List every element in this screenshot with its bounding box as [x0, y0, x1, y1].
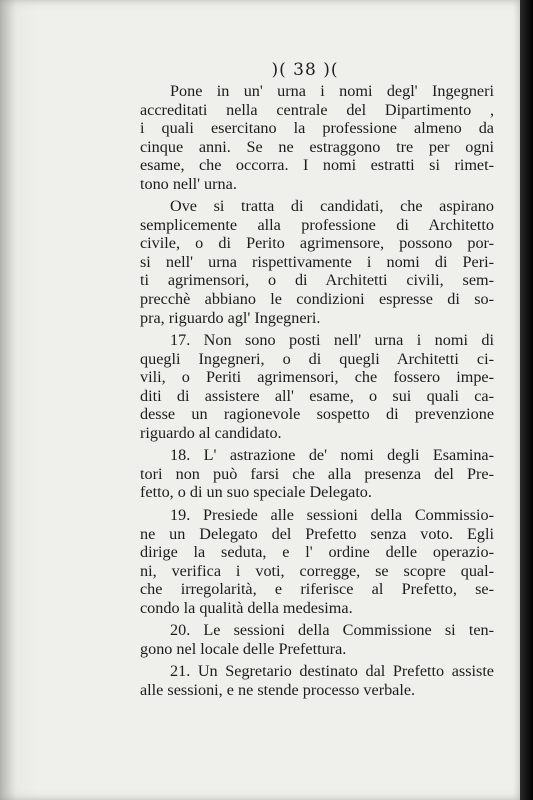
- text-line: gono nel locale delle Prefettura.: [140, 639, 347, 658]
- text-line: fetto, o di un suo speciale Delegato.: [140, 483, 372, 502]
- text-line: 18. L' astrazione de' nomi degli Esamina-: [170, 446, 494, 465]
- text-line: si nell' urna rispettivamente i nomi di Peri-: [140, 252, 494, 271]
- text-line: 20. Le sessioni della Commissione si ten-: [170, 621, 494, 640]
- text-line: 17. Non sono posti nell' urna i nomi di: [170, 331, 494, 350]
- paragraph: [140, 331, 494, 442]
- text-line: diti di assistere all' esame, o sui quali ca-: [140, 386, 494, 405]
- text-line: ne un Delegato del Prefetto senza voto. Egli: [140, 524, 494, 543]
- text-line: vili, o Periti agrimensori, che fossero impe-: [140, 368, 494, 387]
- text-line: semplicemente alla professione di Architetto: [140, 215, 494, 234]
- page-text: [140, 82, 494, 704]
- text-line: riguardo al candidato.: [140, 423, 282, 442]
- paragraph: [140, 446, 494, 502]
- text-line: che irregolarità, e riferisce al Prefetto, se-: [140, 580, 494, 599]
- page-fold-shadow: [0, 0, 40, 800]
- paragraph: [140, 662, 494, 699]
- binding-edge: [520, 0, 533, 800]
- text-line: ni, verifica i voti, corregge, se scopre qual-: [140, 561, 494, 580]
- text-line: condo la qualità della medesima.: [140, 598, 353, 617]
- text-line: desse un ragionevole sospetto di prevenzione: [140, 405, 494, 424]
- text-line: pra, riguardo agl' Ingegneri.: [140, 308, 321, 327]
- text-line: civile, o di Perito agrimensore, possono por-: [140, 234, 494, 253]
- text-line: i quali esercitano la professione almeno da: [140, 119, 494, 138]
- text-line: cinque anni. Se ne estraggono tre per ogni: [140, 137, 494, 156]
- text-line: Pone in un' urna i nomi degl' Ingegneri: [170, 82, 494, 100]
- text-line: tono nell' urna.: [140, 174, 237, 193]
- text-line: quegli Ingegneri, o di quegli Architetti ci-: [140, 349, 494, 368]
- paragraph: [140, 197, 494, 327]
- text-line: Ove si tratta di candidati, che aspirano: [170, 197, 494, 216]
- page-number: )( 38 )(: [271, 60, 339, 80]
- text-line: ti agrimensori, o di Architetti civili, sem-: [140, 271, 494, 290]
- text-line: esame, che occorra. I nomi estratti si rimet-: [140, 156, 494, 175]
- text-line: 21. Un Segretario destinato dal Prefetto assiste: [170, 662, 494, 681]
- paragraph: [140, 82, 494, 193]
- text-line: accreditati nella centrale del Dipartimento ,: [140, 100, 494, 119]
- text-line: tori non può farsi che alla presenza del Pre-: [140, 464, 494, 483]
- paragraph: [140, 621, 494, 658]
- text-line: 19. Presiede alle sessioni della Commissio-: [170, 506, 494, 525]
- paragraph: [140, 506, 494, 617]
- text-line: alle sessioni, e ne stende processo verbale.: [140, 680, 416, 699]
- text-line: precchè abbiano le condizioni espresse di so-: [140, 290, 494, 309]
- text-line: dirige la seduta, e l' ordine delle operazio-: [140, 543, 494, 562]
